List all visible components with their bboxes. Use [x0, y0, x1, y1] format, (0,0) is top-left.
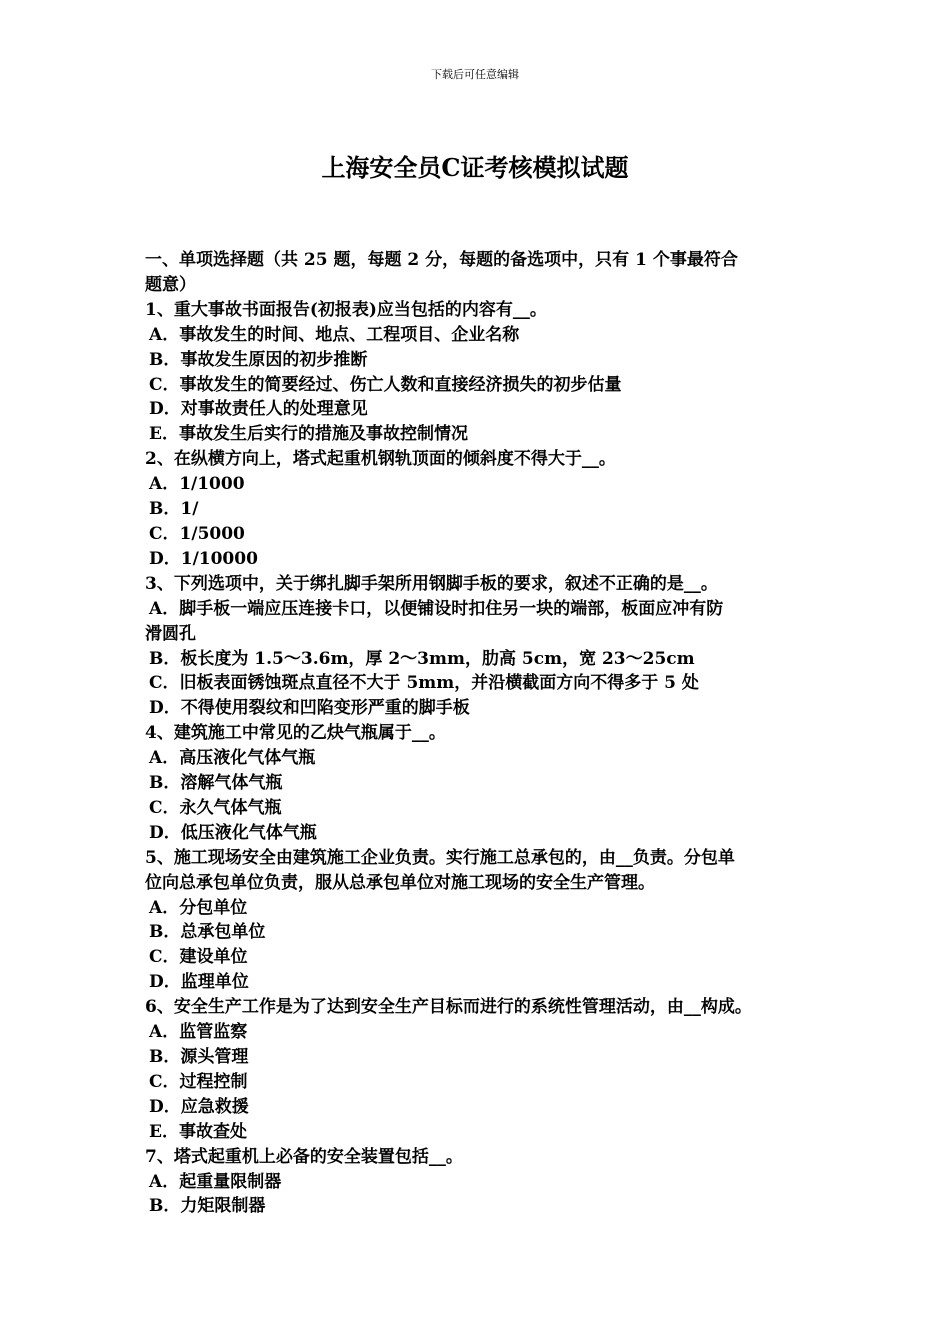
option-a: A．分包单位	[149, 897, 248, 918]
question-5	[145, 846, 825, 995]
option-b: B．1/	[149, 499, 199, 520]
option-b: B．事故发生原因的初步推断	[149, 349, 368, 370]
question-3	[145, 572, 825, 721]
option-c: C．永久气体气瓶	[149, 797, 282, 818]
option-b: B．力矩限制器	[149, 1196, 266, 1217]
option-c: C．旧板表面锈蚀斑点直径不大于 5mm，并沿横截面方向不得多于 5 处	[149, 673, 699, 694]
question-text: 3、下列选项中，关于绑扎脚手架所用钢脚手板的要求，叙述不正确的是__。	[145, 573, 718, 594]
option-e: E．事故发生后实行的措施及事故控制情况	[149, 424, 468, 445]
option-a: A．事故发生的时间、地点、工程项目、企业名称	[149, 324, 520, 345]
option-a: A．脚手板一端应压连接卡口，以便铺设时扣住另一块的端部，板面应冲有防	[149, 598, 724, 619]
page-title: 上海安全员C证考核模拟试题	[321, 153, 629, 182]
question-1	[145, 298, 825, 447]
option-a: A．1/1000	[149, 474, 245, 495]
option-b: B．总承包单位	[149, 922, 266, 943]
question-2	[145, 447, 825, 572]
question-6	[145, 995, 825, 1144]
option-c: C．建设单位	[149, 947, 248, 968]
option-b: B．板长度为 1.5～3.6m，厚 2～3mm，肋高 5cm，宽 23～25cm	[149, 648, 695, 669]
question-text-cont: 位向总承包单位负责，服从总承包单位对施工现场的安全生产管理。	[145, 872, 655, 893]
option-a-cont: 滑圆孔	[145, 623, 196, 644]
option-b: B．溶解气体气瓶	[149, 773, 283, 794]
option-c: C．过程控制	[149, 1071, 248, 1092]
option-b: B．源头管理	[149, 1047, 249, 1067]
option-d: D．低压液化气体气瓶	[149, 822, 317, 843]
option-d: D．监理单位	[149, 972, 249, 993]
section-heading: 一、单项选择题（共 25 题，每题 2 分，每题的备选项中，只有 1 个事最符合	[145, 250, 738, 270]
question-text: 1、重大事故书面报告(初报表)应当包括的内容有__。	[145, 299, 547, 320]
document-body	[145, 248, 825, 1219]
option-d: D．1/10000	[149, 548, 258, 569]
option-a: A．监管监察	[149, 1022, 248, 1043]
question-text: 5、施工现场安全由建筑施工企业负责。实行施工总承包的，由__负责。分包单	[145, 847, 735, 868]
question-text: 6、安全生产工作是为了达到安全生产目标而进行的系统性管理活动，由__构成。	[145, 997, 752, 1018]
option-d: D．对事故责任人的处理意见	[149, 399, 368, 420]
header-note: 下载后可任意编辑	[431, 68, 519, 81]
option-e: E．事故查处	[149, 1121, 247, 1142]
question-text: 2、在纵横方向上，塔式起重机钢轨顶面的倾斜度不得大于__。	[145, 449, 616, 470]
option-a: A．起重量限制器	[149, 1171, 282, 1192]
section-heading-cont: 题意）	[145, 274, 196, 295]
option-c: C．事故发生的简要经过、伤亡人数和直接经济损失的初步估量	[149, 374, 622, 395]
question-text: 7、塔式起重机上必备的安全装置包括__。	[145, 1146, 463, 1167]
question-text: 4、建筑施工中常见的乙炔气瓶属于__。	[145, 723, 446, 744]
option-a: A．高压液化气体气瓶	[149, 748, 316, 769]
question-7	[145, 1145, 825, 1220]
question-4	[145, 721, 825, 846]
option-c: C．1/5000	[149, 523, 245, 544]
option-d: D．应急救援	[149, 1096, 249, 1117]
option-d: D．不得使用裂纹和凹陷变形严重的脚手板	[149, 698, 470, 719]
